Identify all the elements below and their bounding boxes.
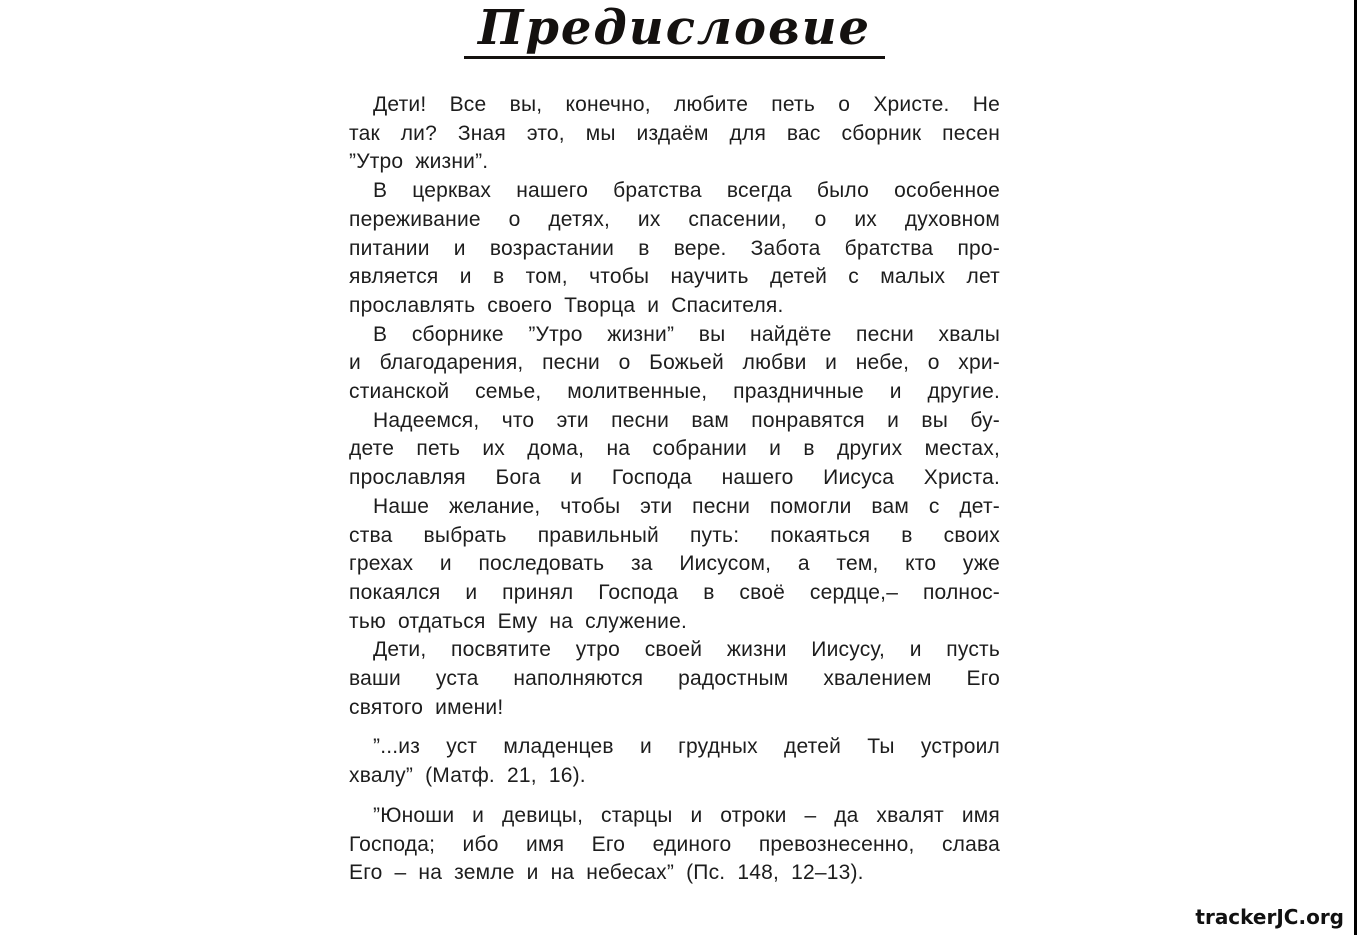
text-line: стианской семье, молитвенные, праздничные и другие. xyxy=(349,380,1000,404)
text-line: так ли? Зная это, мы издаём для вас сборник песен xyxy=(349,121,1000,145)
text-line: Его – на земле и на небесах” (Пс. 148, 12–13). xyxy=(349,861,864,885)
text-line: и благодарения, песни о Божьей любви и небе, о хри- xyxy=(349,351,1000,375)
preface-paragraph xyxy=(349,91,1000,177)
preface-paragraph xyxy=(349,177,1000,321)
text-line: Дети, посвятите утро своей жизни Иисусу, и пусть xyxy=(373,638,1000,662)
scan-edge-line xyxy=(1354,0,1357,935)
preface-paragraph xyxy=(349,636,1000,722)
text-line: ”Юноши и девицы, старцы и отроки – да хвалят имя xyxy=(373,803,1000,827)
preface-paragraph xyxy=(349,407,1000,493)
text-line: Дети! Все вы, конечно, любите петь о Христе. Не xyxy=(373,93,1000,116)
text-line: дете петь их дома, на собрании и в других местах, xyxy=(349,437,1000,461)
scripture-quote-paragraph xyxy=(349,802,1000,888)
watermark-label: trackerJC.org xyxy=(1195,905,1344,929)
text-line: В сборнике ”Утро жизни” вы найдёте песни хвалы xyxy=(373,322,1000,346)
text-line: переживание о детях, их спасении, о их духовном xyxy=(349,207,1000,231)
text-line: ”Утро жизни”. xyxy=(349,150,489,174)
text-line: ”...из уст младенцев и грудных детей Ты устроил xyxy=(373,735,1000,759)
text-line: Наше желание, чтобы эти песни помогли вам с дет- xyxy=(373,494,1000,518)
text-line: святого имени! xyxy=(349,695,504,719)
text-line: прославляя Бога и Господа нашего Иисуса Христа. xyxy=(349,466,1000,490)
preface-paragraph xyxy=(349,321,1000,407)
text-line: является и в том, чтобы научить детей с малых лет xyxy=(349,265,1000,289)
text-line: хвалу” (Матф. 21, 16). xyxy=(349,764,586,788)
text-line: Господа; ибо имя Его единого превознесенно, слава xyxy=(349,832,1000,856)
text-line: Надеемся, что эти песни вам понравятся и вы бу- xyxy=(373,408,1000,432)
text-line: питании и возрастании в вере. Забота братства про- xyxy=(349,236,1000,260)
scripture-quote-paragraph xyxy=(349,733,1000,790)
text-line: прославлять своего Творца и Спасителя. xyxy=(349,293,784,317)
preface-paragraph xyxy=(349,493,1000,637)
text-line: грехах и последовать за Иисусом, а тем, кто уже xyxy=(349,552,1000,576)
text-line: тью отдаться Ему на служение. xyxy=(349,609,688,633)
preface-body xyxy=(349,91,1000,888)
text-line: В церквах нашего братства всегда было особенное xyxy=(373,179,1000,203)
text-line: ства выбрать правильный путь: покаяться в своих xyxy=(349,523,1000,547)
page-title: Предисловие xyxy=(464,0,885,59)
text-line: покаялся и принял Господа в своё сердце,– полнос- xyxy=(349,580,1000,604)
page-title-wrap xyxy=(349,0,1000,59)
text-line: ваши уста наполняются радостным хвалением Его xyxy=(349,667,1000,691)
